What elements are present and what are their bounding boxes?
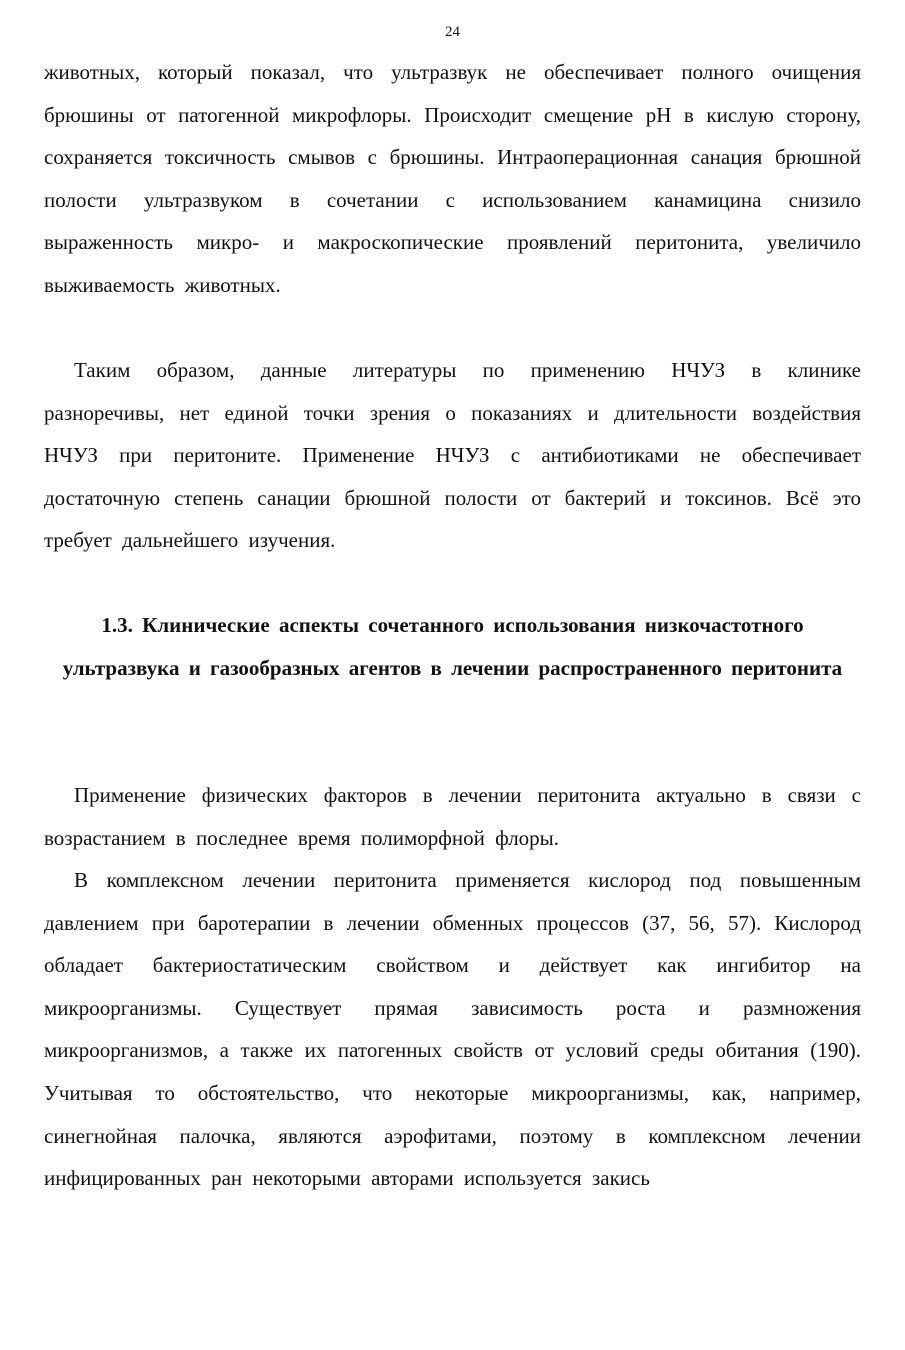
section-heading: 1.3. Клинические аспекты сочетанного использования низкочастотного ультразвука и газообразных агентов в лечении распространенного перитонита [62,613,843,680]
paragraph-ultrasound-results: животных, который показал, что ультразвук не обеспечивает полного очищения брюшины от патогенной микрофлоры. Происходит смещение рН в кислую сторону, сохраняется токсичность смывов с брюшины. Интраоперационная санация брюшной полости ультразвуком в сочетании с использованием канамицина снизило выраженность микро- и макроскопические проявлений перитонита, увеличило выживаемость животных. [44,60,861,297]
page-number: 24 [445,24,460,40]
paragraph-physical-factors: Применение физических факторов в лечении перитонита актуально в связи с возрастанием в последнее время полиморфной флоры. [44,783,861,850]
paragraph-literature-summary: Таким образом, данные литературы по применению НЧУЗ в клинике разноречивы, нет единой точки зрения о показаниях и длительности воздействия НЧУЗ при перитоните. Применение НЧУЗ с антибиотиками не обеспечивает достаточную степень санации брюшной полости от бактерий и токсинов. Всё это требует дальнейшего изучения. [44,358,861,553]
paragraph-oxygen-therapy: В комплексном лечении перитонита применяется кислород под повышенным давлением при баротерапии в лечении обменных процессов (37, 56, 57). Кислород обладает бактериостатическим свойством и действует как ингибитор на микроорганизмы. Существует прямая зависимость роста и размножения микроорганизмов, а также их патогенных свойств от условий среды обитания (190). Учитывая то обстоятельство, что некоторые микроорганизмы, как, например, синегнойная палочка, являются аэрофитами, поэтому в комплексном лечении инфицированных ран некоторыми авторами используется закись [44,868,861,1191]
